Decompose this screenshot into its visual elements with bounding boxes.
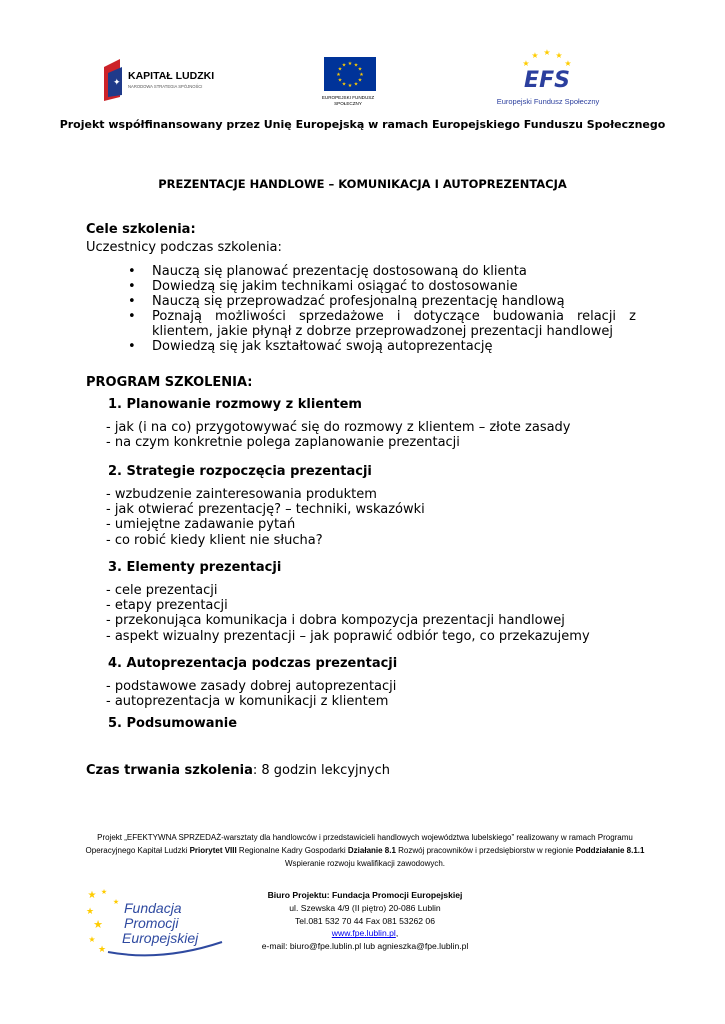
program-item: - etapy prezentacji bbox=[106, 598, 228, 614]
office-phone: Tel.081 532 70 44 Fax 081 53262 06 bbox=[294, 915, 435, 926]
svg-text:★: ★ bbox=[88, 935, 96, 944]
efs-logo bbox=[488, 42, 610, 112]
svg-text:★: ★ bbox=[100, 888, 108, 896]
svg-text:★: ★ bbox=[531, 51, 539, 60]
kapital-ludzki-logo bbox=[100, 55, 235, 105]
program-item: - podstawowe zasady dobrej autoprezentacji bbox=[106, 679, 397, 694]
svg-text:★: ★ bbox=[543, 48, 551, 57]
eu-fund-label-2: SPOŁECZNY bbox=[334, 101, 362, 106]
svg-text:★: ★ bbox=[347, 61, 353, 67]
program-item: - cele prezentacji bbox=[106, 583, 218, 598]
goal-item: • Poznają możliwości sprzedażowe i dotyczące budowania relacji z klientem, jakie płynął z dobrze przeprowadzonej prezentacji handlowej bbox=[126, 309, 636, 339]
office-website-line: www.fpe.lublin.pl, bbox=[331, 928, 399, 939]
eu-fund-label-1: EUROPEJSKI FUNDUSZ bbox=[321, 95, 375, 100]
program-section-title-2: 2. Strategie rozpoczęcia prezentacji bbox=[108, 464, 372, 479]
program-item: - jak otwierać prezentację? – techniki, wskazówki bbox=[106, 502, 425, 518]
program-item: - umiejętne zadawanie pytań bbox=[106, 517, 296, 533]
program-item: - co robić kiedy klient nie słucha? bbox=[106, 532, 323, 548]
footer-line-1: Projekt „EFEKTYWNA SPRZEDAŻ-warsztaty dla handlowców i przedstawicieli handlowych województwa lubelskiego” realizowany w ramach Programu bbox=[97, 833, 633, 842]
cofinancing-note: Projekt współfinansowany przez Unię Europejską w ramach Europejskiego Funduszu Społecznego bbox=[59, 118, 666, 131]
office-title: Biuro Projektu: Fundacja Promocji Europejskiej bbox=[267, 890, 463, 900]
efs-caption: Europejski Fundusz Społeczny bbox=[496, 97, 600, 106]
svg-text:★: ★ bbox=[353, 62, 359, 69]
svg-text:★: ★ bbox=[337, 66, 343, 73]
project-footer-note bbox=[80, 831, 650, 870]
duration-label: Czas trwania szkolenia bbox=[86, 763, 253, 778]
duration-value: : 8 godzin lekcyjnych bbox=[252, 763, 390, 778]
efs-mark: EFS bbox=[524, 68, 570, 93]
office-email: e-mail: biuro@fpe.lublin.pl lub agnieszka@fpe.lublin.pl bbox=[261, 941, 469, 952]
goals-heading: Cele szkolenia: bbox=[86, 222, 196, 237]
training-duration bbox=[86, 763, 390, 778]
fpe-logo-line-3: Europejskiej bbox=[122, 930, 199, 946]
svg-text:★: ★ bbox=[336, 72, 341, 78]
svg-text:★: ★ bbox=[87, 890, 97, 901]
goals-intro: Uczestnicy podczas szkolenia: bbox=[86, 240, 282, 255]
svg-text:★: ★ bbox=[564, 59, 572, 68]
svg-text:★: ★ bbox=[555, 51, 563, 60]
goal-item: • Dowiedzą się jak kształtować swoją autoprezentację bbox=[126, 339, 636, 354]
svg-text:★: ★ bbox=[337, 77, 343, 84]
eu-flag-logo bbox=[318, 55, 398, 111]
program-section-items-2 bbox=[106, 487, 425, 548]
program-section-items-1 bbox=[106, 420, 571, 450]
program-item: - na czym konkretnie polega zaplanowanie prezentacji bbox=[106, 435, 460, 451]
svg-text:★: ★ bbox=[93, 918, 103, 931]
program-section-items-4 bbox=[106, 679, 396, 709]
program-section-title-5: 5. Podsumowanie bbox=[108, 716, 238, 731]
program-item: - autoprezentacja w komunikacji z klientem bbox=[106, 694, 389, 710]
svg-text:★: ★ bbox=[97, 945, 107, 955]
svg-text:★: ★ bbox=[357, 66, 363, 73]
svg-text:★: ★ bbox=[341, 62, 347, 69]
fpe-logo-line-1: Fundacja bbox=[124, 900, 182, 916]
fpe-logo-line-2: Promocji bbox=[124, 915, 179, 931]
svg-text:★: ★ bbox=[347, 83, 353, 89]
office-address: ul. Szewska 4/9 (II piętro) 20-086 Lublin bbox=[289, 902, 441, 913]
program-item: - jak (i na co) przygotowywać się do rozmowy z klientem – złote zasady bbox=[106, 420, 571, 435]
svg-text:★: ★ bbox=[85, 907, 95, 917]
project-office-info bbox=[200, 889, 530, 953]
goals-list bbox=[126, 264, 636, 354]
svg-text:★: ★ bbox=[357, 77, 363, 84]
document-title: PREZENTACJE HANDLOWE – KOMUNIKACJA I AUTOPREZENTACJA bbox=[158, 177, 567, 191]
website-link[interactable]: www.fpe.lublin.pl bbox=[331, 928, 396, 939]
program-item: - przekonująca komunikacja i dobra kompozycja prezentacji handlowej bbox=[106, 613, 565, 629]
program-section-title-3: 3. Elementy prezentacji bbox=[108, 560, 282, 575]
svg-text:★: ★ bbox=[522, 59, 530, 68]
svg-text:✦: ✦ bbox=[113, 78, 121, 88]
kapital-ludzki-title: KAPITAŁ LUDZKI bbox=[128, 70, 215, 82]
goal-item: • Nauczą się planować prezentację dostosowaną do klienta bbox=[126, 264, 636, 279]
program-section-items-3 bbox=[106, 583, 590, 644]
program-heading: PROGRAM SZKOLENIA: bbox=[86, 375, 253, 390]
svg-text:★: ★ bbox=[341, 81, 347, 88]
program-item: - aspekt wizualny prezentacji – jak poprawić odbiór tego, co przekazujemy bbox=[106, 628, 590, 644]
svg-text:★: ★ bbox=[112, 898, 120, 906]
goal-item: • Dowiedzą się jakim technikami osiągać to dostosowanie bbox=[126, 279, 636, 294]
kapital-ludzki-subtitle: NARODOWA STRATEGIA SPÓJNOŚCI bbox=[128, 84, 203, 89]
svg-text:★: ★ bbox=[359, 72, 364, 78]
program-section-title-1: 1. Planowanie rozmowy z klientem bbox=[108, 397, 362, 412]
footer-line-3: Wspieranie rozwoju kwalifikacji zawodowych. bbox=[284, 859, 446, 868]
goal-item: • Nauczą się przeprowadzać profesjonalną prezentację handlową bbox=[126, 294, 636, 309]
footer-line-2: Operacyjnego Kapitał Ludzki Priorytet VIII Regionalne Kadry Gospodarki Działanie 8.1 Rozwój pracowników i przedsiębiorstw w regionie Poddziałanie 8.1.1 bbox=[85, 846, 645, 855]
program-item: - wzbudzenie zainteresowania produktem bbox=[106, 487, 377, 502]
program-section-title-4: 4. Autoprezentacja podczas prezentacji bbox=[108, 656, 398, 671]
svg-text:★: ★ bbox=[353, 81, 359, 88]
